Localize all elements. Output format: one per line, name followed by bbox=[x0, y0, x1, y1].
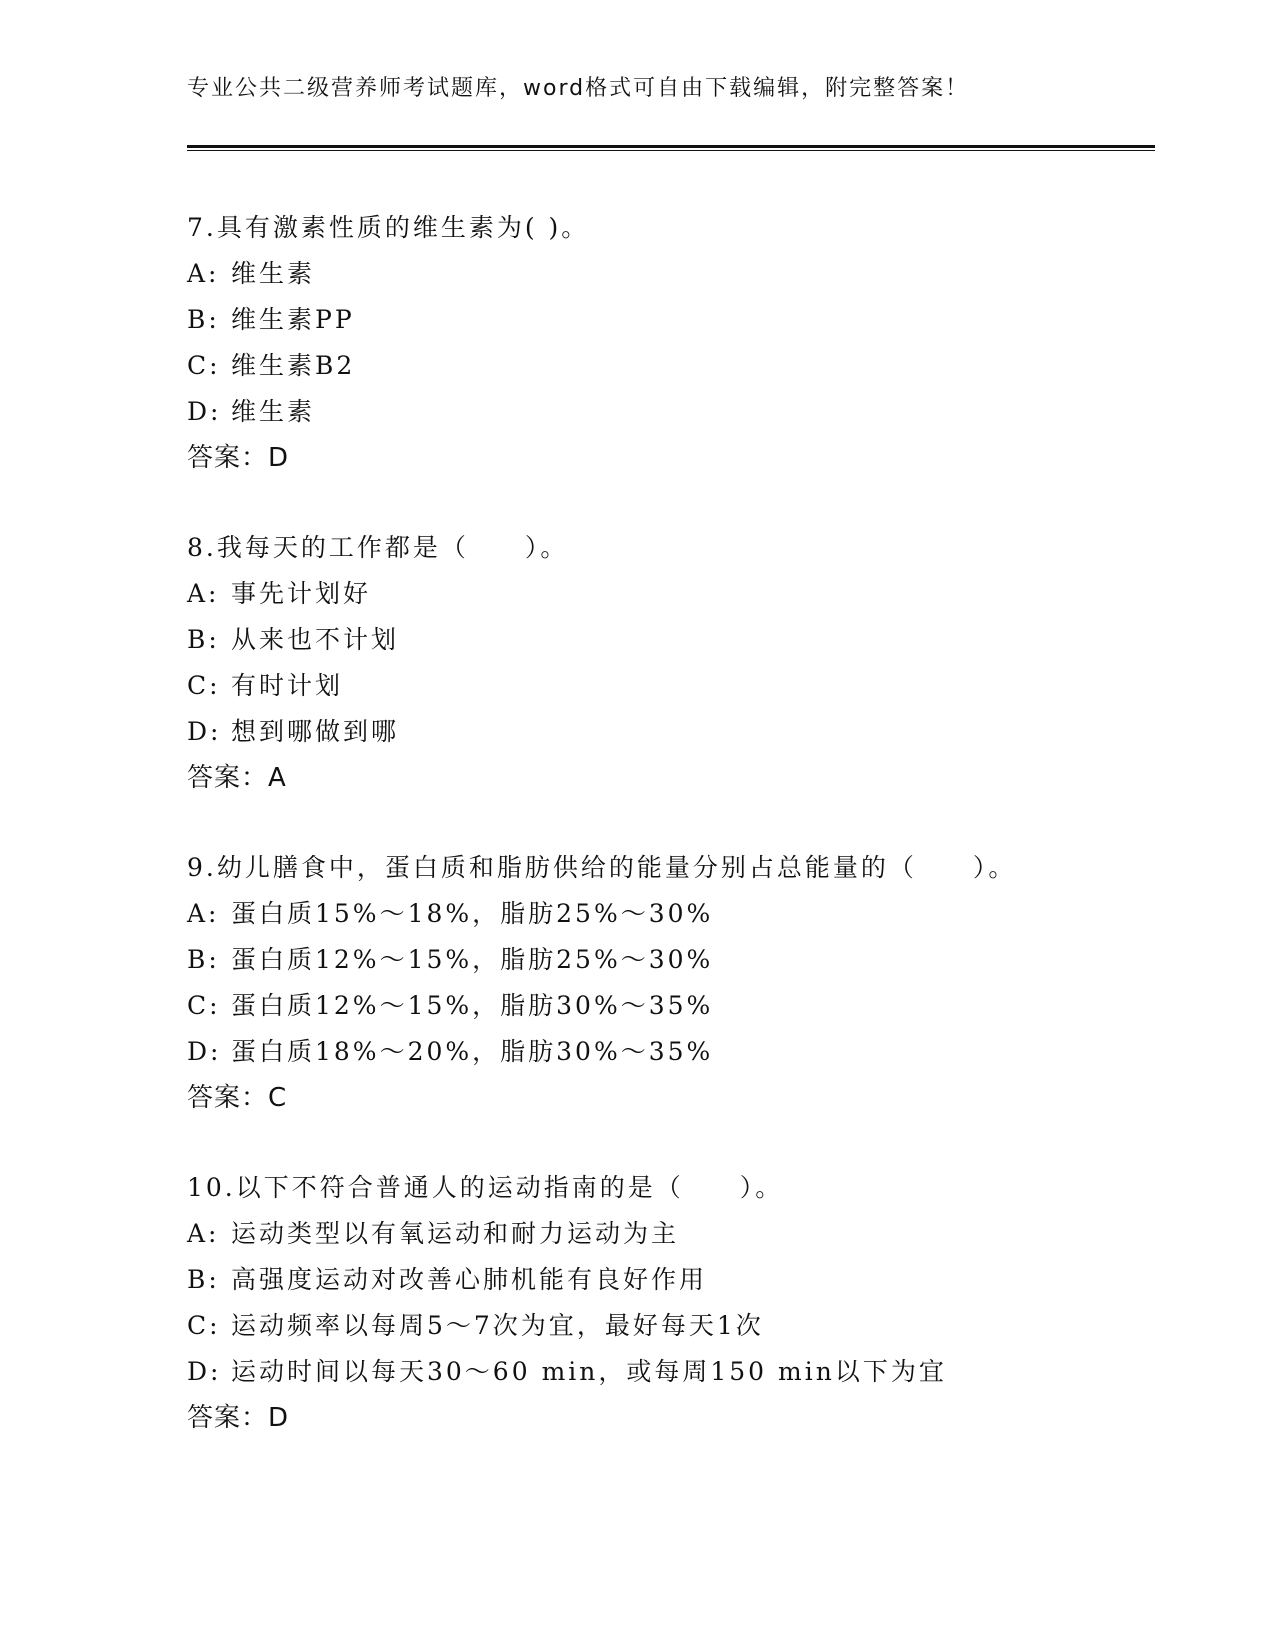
option-letter: A: bbox=[187, 899, 220, 928]
answer-line: 答案：D bbox=[187, 443, 290, 473]
option-text: 维生素B2 bbox=[231, 351, 356, 380]
option-b bbox=[187, 297, 1155, 343]
option-text: 有时计划 bbox=[231, 671, 344, 700]
option-letter: B: bbox=[187, 1265, 220, 1294]
option-c bbox=[187, 1303, 1155, 1349]
answer-line: 答案：A bbox=[187, 763, 287, 793]
question-7 bbox=[187, 205, 1155, 481]
option-letter: C: bbox=[187, 1311, 221, 1340]
option-c bbox=[187, 663, 1155, 709]
option-text: 蛋白质15%～18%，脂肪25%～30% bbox=[231, 899, 714, 928]
option-a bbox=[187, 1211, 1155, 1257]
page-header: 专业公共二级营养师考试题库，word格式可自由下载编辑，附完整答案！ bbox=[187, 76, 970, 101]
option-text: 蛋白质12%～15%，脂肪25%～30% bbox=[231, 945, 714, 974]
question-stem: 8.我每天的工作都是（ ）。 bbox=[187, 533, 569, 562]
option-letter: C: bbox=[187, 991, 221, 1020]
option-text: 蛋白质18%～20%，脂肪30%～35% bbox=[231, 1037, 714, 1066]
option-letter: D: bbox=[187, 1357, 222, 1386]
option-c bbox=[187, 983, 1155, 1029]
option-text: 高强度运动对改善心肺机能有良好作用 bbox=[231, 1265, 708, 1294]
option-text: 蛋白质12%～15%，脂肪30%～35% bbox=[231, 991, 714, 1020]
option-text: 运动时间以每天30～60 min，或每周150 min以下为宜 bbox=[231, 1357, 947, 1386]
option-b bbox=[187, 1257, 1155, 1303]
option-letter: D: bbox=[187, 1037, 222, 1066]
option-letter: D: bbox=[187, 397, 222, 426]
option-text: 从来也不计划 bbox=[231, 625, 400, 654]
option-b bbox=[187, 937, 1155, 983]
option-c bbox=[187, 343, 1155, 389]
option-a bbox=[187, 251, 1155, 297]
option-letter: A: bbox=[187, 259, 220, 288]
option-letter: B: bbox=[187, 625, 220, 654]
option-text: 运动类型以有氧运动和耐力运动为主 bbox=[231, 1219, 680, 1248]
question-stem: 10.以下不符合普通人的运动指南的是（ ）。 bbox=[187, 1173, 784, 1202]
option-d bbox=[187, 1349, 1155, 1395]
option-a bbox=[187, 571, 1155, 617]
question-list bbox=[187, 205, 1155, 1485]
option-text: 维生素 bbox=[231, 259, 316, 288]
option-d bbox=[187, 709, 1155, 755]
answer-line: 答案：D bbox=[187, 1403, 290, 1433]
option-b bbox=[187, 617, 1155, 663]
option-letter: A: bbox=[187, 1219, 220, 1248]
header-rule-thin bbox=[187, 150, 1155, 151]
header-rule-thick bbox=[187, 145, 1155, 148]
option-letter: B: bbox=[187, 945, 220, 974]
option-letter: D: bbox=[187, 717, 222, 746]
question-8 bbox=[187, 525, 1155, 801]
question-stem: 7.具有激素性质的维生素为( )。 bbox=[187, 213, 590, 242]
option-letter: A: bbox=[187, 579, 220, 608]
option-text: 维生素PP bbox=[231, 305, 355, 334]
option-text: 维生素 bbox=[231, 397, 316, 426]
option-letter: C: bbox=[187, 671, 221, 700]
option-text: 想到哪做到哪 bbox=[231, 717, 400, 746]
question-10 bbox=[187, 1165, 1155, 1441]
option-text: 事先计划好 bbox=[231, 579, 372, 608]
option-letter: C: bbox=[187, 351, 221, 380]
answer-line: 答案：C bbox=[187, 1083, 288, 1113]
option-d bbox=[187, 1029, 1155, 1075]
option-a bbox=[187, 891, 1155, 937]
question-9 bbox=[187, 845, 1155, 1121]
option-letter: B: bbox=[187, 305, 220, 334]
question-stem: 9.幼儿膳食中，蛋白质和脂肪供给的能量分别占总能量的（ ）。 bbox=[187, 853, 1017, 882]
option-d bbox=[187, 389, 1155, 435]
option-text: 运动频率以每周5～7次为宜，最好每天1次 bbox=[231, 1311, 764, 1340]
